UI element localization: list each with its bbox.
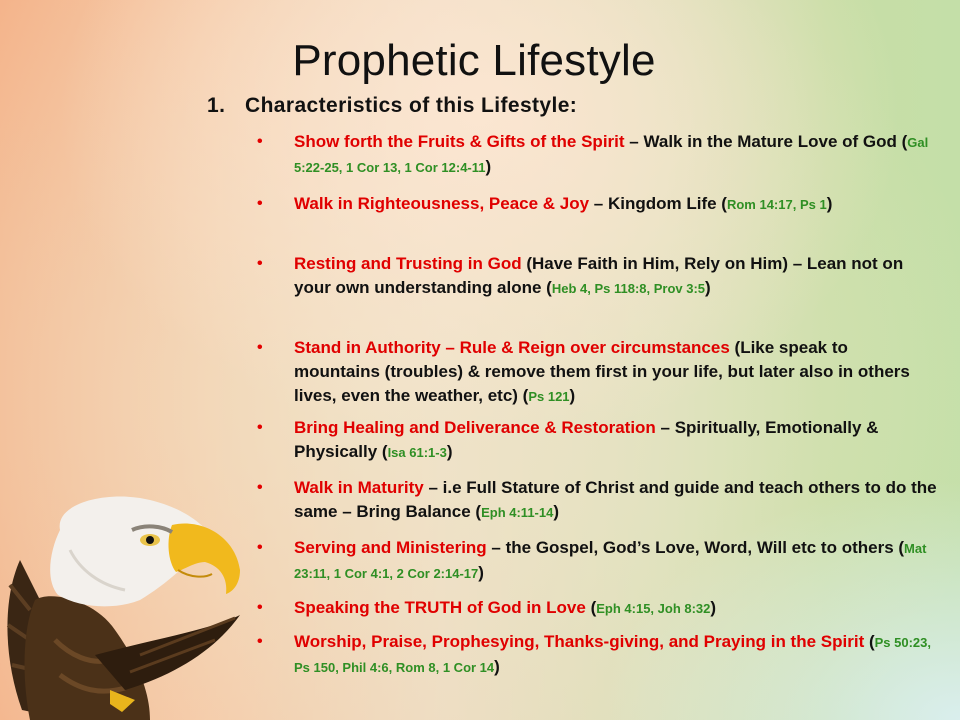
- bullet-icon: •: [257, 633, 263, 650]
- item-text: – Walk in the Mature Love of God (: [624, 132, 908, 151]
- item-emphasis: Show forth the Fruits & Gifts of the Spirit: [294, 132, 625, 151]
- bullet-icon: •: [257, 539, 263, 556]
- scripture-reference: Eph 4:11-14: [481, 505, 554, 520]
- list-item: [257, 476, 937, 525]
- list-item: [257, 252, 937, 301]
- item-emphasis: Worship, Praise, Prophesying, Thanks-giving, and Praying in the Spirit: [294, 632, 865, 651]
- item-tail: ): [485, 157, 492, 176]
- item-text: (: [585, 598, 597, 617]
- item-tail: ): [494, 657, 500, 676]
- item-emphasis: Resting and Trusting in God: [294, 254, 522, 273]
- bullet-icon: •: [257, 479, 263, 496]
- item-tail: ): [553, 502, 560, 521]
- item-tail: ): [446, 442, 453, 461]
- item-emphasis: Serving and Ministering: [294, 538, 487, 557]
- bullet-icon: •: [257, 599, 263, 616]
- eagle-icon: [0, 490, 250, 720]
- heading-number: 1.: [207, 94, 226, 117]
- item-text: (Like speak to mountains (troubles) & remove them first in your life, but later also in others lives, even the weather, etc) (: [294, 338, 910, 405]
- bullet-icon: •: [257, 419, 263, 436]
- list-item: [257, 130, 937, 180]
- item-emphasis: Speaking the TRUTH of God in Love: [294, 598, 586, 617]
- item-text: (Have Faith in Him, Rely on Him) – Lean not on your own understanding alone (: [294, 254, 904, 297]
- item-tail: ): [710, 598, 717, 617]
- bullet-icon: •: [257, 339, 263, 356]
- characteristics-list: [257, 130, 937, 676]
- list-item: [257, 192, 832, 217]
- scripture-reference: Ps 121: [528, 389, 570, 404]
- list-item: [257, 536, 937, 586]
- item-tail: ): [705, 278, 711, 297]
- item-text: – the Gospel, God’s Love, Word, Will etc to others (: [486, 538, 905, 557]
- item-emphasis: Bring Healing and Deliverance & Restoration: [294, 418, 656, 437]
- list-item: [257, 596, 716, 621]
- list-item: [257, 416, 937, 465]
- bullet-icon: •: [257, 133, 263, 150]
- scripture-reference: Eph 4:15, Joh 8:32: [596, 601, 711, 616]
- scripture-reference: Mat 23:11, 1 Cor 4:1, 2 Cor 2:14-17: [294, 541, 927, 581]
- item-emphasis: Walk in Righteousness, Peace & Joy: [294, 194, 590, 213]
- item-text: – Spiritually, Emotionally & Physically (: [294, 418, 879, 461]
- scripture-reference: Rom 14:17, Ps 1: [726, 197, 827, 212]
- list-item: [257, 336, 937, 409]
- bullet-icon: •: [257, 195, 263, 212]
- scripture-reference: Isa 61:1-3: [387, 445, 447, 460]
- item-emphasis: Stand in Authority – Rule & Reign over circumstances: [294, 338, 730, 357]
- item-tail: ): [478, 563, 484, 582]
- slide-title: Prophetic Lifestyle: [292, 36, 656, 85]
- section-heading: [207, 94, 907, 118]
- scripture-reference: Heb 4, Ps 118:8, Prov 3:5: [551, 281, 706, 296]
- item-tail: ): [826, 194, 833, 213]
- heading-text: Characteristics of this Lifestyle:: [245, 94, 578, 117]
- bullet-icon: •: [257, 255, 263, 272]
- scripture-reference: Gal 5:22-25, 1 Cor 13, 1 Cor 12:4-11: [294, 135, 929, 175]
- item-text: – i.e Full Stature of Christ and guide and teach others to do the same – Bring Balance (: [294, 478, 937, 521]
- scripture-reference: Ps 50:23, Ps 150, Phil 4:6, Rom 8, 1 Cor 14: [294, 635, 931, 675]
- item-text: – Kingdom Life (: [589, 194, 727, 213]
- list-item: [257, 630, 937, 680]
- item-text: (: [864, 632, 875, 651]
- item-tail: ): [569, 386, 576, 405]
- item-emphasis: Walk in Maturity: [294, 478, 424, 497]
